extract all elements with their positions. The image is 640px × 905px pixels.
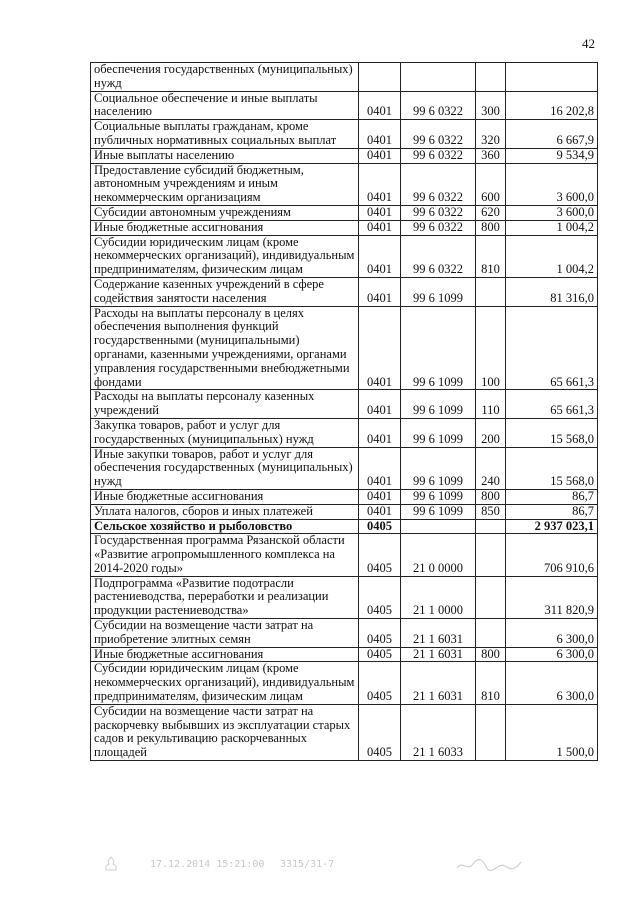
cell-target-article: 99 6 0322	[401, 148, 476, 163]
cell-name: Содержание казенных учреждений в сфере содействия занятости населения	[91, 277, 359, 306]
cell-target-article: 21 1 6031	[401, 662, 476, 704]
budget-table	[90, 62, 598, 761]
cell-name: Расходы на выплаты персоналу в целях обеспечения выполнения функций государственными (муниципальными) органами, казенными учреждениями, органами управления государственными внебюджетными фондами	[91, 306, 359, 390]
cell-amount: 86,7	[506, 504, 598, 519]
cell-target-article: 99 6 0322	[401, 120, 476, 149]
cell-expense-type	[476, 576, 506, 618]
table-row	[91, 277, 598, 306]
cell-amount: 706 910,6	[506, 534, 598, 576]
cell-expense-type: 300	[476, 91, 506, 120]
cell-target-article: 99 6 0322	[401, 205, 476, 220]
cell-section: 0405	[359, 704, 401, 760]
cell-amount: 1 004,2	[506, 220, 598, 235]
cell-target-article: 99 6 0322	[401, 91, 476, 120]
cell-target-article: 21 1 6033	[401, 704, 476, 760]
cell-name: Подпрограмма «Развитие подотрасли растениеводства, переработки и реализации продукции растениеводства»	[91, 576, 359, 618]
cell-target-article: 21 1 6031	[401, 647, 476, 662]
cell-target-article: 99 6 0322	[401, 163, 476, 205]
cell-expense-type: 620	[476, 205, 506, 220]
table-row	[91, 504, 598, 519]
cell-name: Субсидии юридическим лицам (кроме некоммерческих организаций), индивидуальным предпринимателям, физическим лицам	[91, 235, 359, 277]
cell-target-article: 99 6 1099	[401, 306, 476, 390]
cell-amount: 15 568,0	[506, 418, 598, 447]
table-row	[91, 647, 598, 662]
cell-section: 0405	[359, 662, 401, 704]
cell-expense-type	[476, 519, 506, 534]
page-number: 42	[582, 36, 595, 51]
cell-target-article: 21 1 6031	[401, 619, 476, 648]
cell-name: Расходы на выплаты персоналу казенных учреждений	[91, 390, 359, 419]
cell-name: Уплата налогов, сборов и иных платежей	[91, 504, 359, 519]
cell-name: Субсидии на возмещение части затрат на приобретение элитных семян	[91, 619, 359, 648]
table-row	[91, 390, 598, 419]
table-row	[91, 418, 598, 447]
cell-section: 0401	[359, 277, 401, 306]
stamp-icon	[104, 856, 118, 872]
cell-amount: 9 534,9	[506, 148, 598, 163]
cell-name: Иные выплаты населению	[91, 148, 359, 163]
cell-name: Закупка товаров, работ и услуг для государственных (муниципальных) нужд	[91, 418, 359, 447]
cell-amount: 3 600,0	[506, 163, 598, 205]
cell-target-article: 99 6 1099	[401, 418, 476, 447]
table-row	[91, 91, 598, 120]
table-row	[91, 576, 598, 618]
cell-expense-type: 810	[476, 662, 506, 704]
cell-section: 0401	[359, 306, 401, 390]
cell-section: 0401	[359, 163, 401, 205]
cell-target-article	[401, 519, 476, 534]
table-row	[91, 662, 598, 704]
cell-amount: 65 661,3	[506, 306, 598, 390]
cell-name: Сельское хозяйство и рыболовство	[91, 519, 359, 534]
cell-target-article	[401, 63, 476, 92]
cell-amount: 6 667,9	[506, 120, 598, 149]
cell-amount: 311 820,9	[506, 576, 598, 618]
cell-amount: 86,7	[506, 489, 598, 504]
cell-section: 0401	[359, 91, 401, 120]
cell-expense-type: 240	[476, 447, 506, 489]
table-row	[91, 489, 598, 504]
table-row	[91, 519, 598, 534]
cell-target-article: 99 6 1099	[401, 504, 476, 519]
cell-expense-type: 360	[476, 148, 506, 163]
table-row	[91, 148, 598, 163]
signature-scribble-icon	[455, 856, 525, 874]
table-row	[91, 235, 598, 277]
cell-section: 0401	[359, 418, 401, 447]
cell-target-article: 99 6 0322	[401, 220, 476, 235]
cell-target-article: 99 6 1099	[401, 489, 476, 504]
cell-name: Государственная программа Рязанской области «Развитие агропромышленного комплекса на 2014-2020 годы»	[91, 534, 359, 576]
cell-section: 0401	[359, 120, 401, 149]
cell-amount: 6 300,0	[506, 647, 598, 662]
cell-target-article: 99 6 1099	[401, 277, 476, 306]
cell-expense-type: 200	[476, 418, 506, 447]
cell-target-article: 99 6 1099	[401, 390, 476, 419]
cell-amount: 2 937 023,1	[506, 519, 598, 534]
cell-section: 0405	[359, 647, 401, 662]
cell-expense-type: 800	[476, 489, 506, 504]
cell-expense-type: 800	[476, 647, 506, 662]
cell-section: 0401	[359, 504, 401, 519]
cell-expense-type	[476, 277, 506, 306]
cell-section	[359, 63, 401, 92]
table-row	[91, 120, 598, 149]
cell-amount: 65 661,3	[506, 390, 598, 419]
cell-name: Социальные выплаты гражданам, кроме публичных нормативных социальных выплат	[91, 120, 359, 149]
cell-amount: 3 600,0	[506, 205, 598, 220]
cell-name: Иные закупки товаров, работ и услуг для обеспечения государственных (муниципальных) нужд	[91, 447, 359, 489]
table-row	[91, 447, 598, 489]
cell-expense-type	[476, 63, 506, 92]
cell-amount: 6 300,0	[506, 662, 598, 704]
cell-section: 0405	[359, 519, 401, 534]
cell-target-article: 99 6 1099	[401, 447, 476, 489]
cell-expense-type: 810	[476, 235, 506, 277]
cell-name: Предоставление субсидий бюджетным, автономным учреждениям и иным некоммерческим организациям	[91, 163, 359, 205]
cell-target-article: 21 1 0000	[401, 576, 476, 618]
cell-name: Социальное обеспечение и иные выплаты населению	[91, 91, 359, 120]
cell-expense-type: 320	[476, 120, 506, 149]
cell-expense-type: 850	[476, 504, 506, 519]
cell-section: 0401	[359, 235, 401, 277]
cell-section: 0401	[359, 148, 401, 163]
cell-name: обеспечения государственных (муниципальных) нужд	[91, 63, 359, 92]
cell-expense-type: 800	[476, 220, 506, 235]
cell-section: 0401	[359, 220, 401, 235]
footer-doc-code: 3315/31-7	[280, 859, 335, 870]
cell-amount: 1 500,0	[506, 704, 598, 760]
cell-section: 0401	[359, 447, 401, 489]
table-row	[91, 163, 598, 205]
cell-expense-type: 600	[476, 163, 506, 205]
table-row	[91, 619, 598, 648]
cell-expense-type	[476, 704, 506, 760]
cell-name: Иные бюджетные ассигнования	[91, 220, 359, 235]
cell-expense-type	[476, 619, 506, 648]
cell-amount: 81 316,0	[506, 277, 598, 306]
cell-name: Иные бюджетные ассигнования	[91, 647, 359, 662]
cell-section: 0405	[359, 576, 401, 618]
footer-stamp: 17.12.2014 15:21:00	[150, 859, 265, 870]
cell-section: 0401	[359, 205, 401, 220]
cell-amount	[506, 63, 598, 92]
cell-expense-type: 100	[476, 306, 506, 390]
cell-section: 0405	[359, 534, 401, 576]
cell-name: Субсидии юридическим лицам (кроме некоммерческих организаций), индивидуальным предпринимателям, физическим лицам	[91, 662, 359, 704]
budget-table-body	[91, 63, 598, 761]
table-row	[91, 220, 598, 235]
cell-amount: 16 202,8	[506, 91, 598, 120]
cell-amount: 1 004,2	[506, 235, 598, 277]
cell-name: Субсидии автономным учреждениям	[91, 205, 359, 220]
cell-section: 0401	[359, 390, 401, 419]
page-footer	[0, 856, 640, 876]
cell-amount: 6 300,0	[506, 619, 598, 648]
cell-amount: 15 568,0	[506, 447, 598, 489]
cell-target-article: 99 6 0322	[401, 235, 476, 277]
cell-expense-type	[476, 534, 506, 576]
table-row	[91, 704, 598, 760]
cell-target-article: 21 0 0000	[401, 534, 476, 576]
cell-name: Иные бюджетные ассигнования	[91, 489, 359, 504]
table-row	[91, 63, 598, 92]
cell-section: 0405	[359, 619, 401, 648]
cell-expense-type: 110	[476, 390, 506, 419]
table-row	[91, 205, 598, 220]
cell-name: Субсидии на возмещение части затрат на раскорчевку выбывших из эксплуатации старых садов и рекультивацию раскорчеванных площадей	[91, 704, 359, 760]
cell-section: 0401	[359, 489, 401, 504]
table-row	[91, 306, 598, 390]
table-row	[91, 534, 598, 576]
